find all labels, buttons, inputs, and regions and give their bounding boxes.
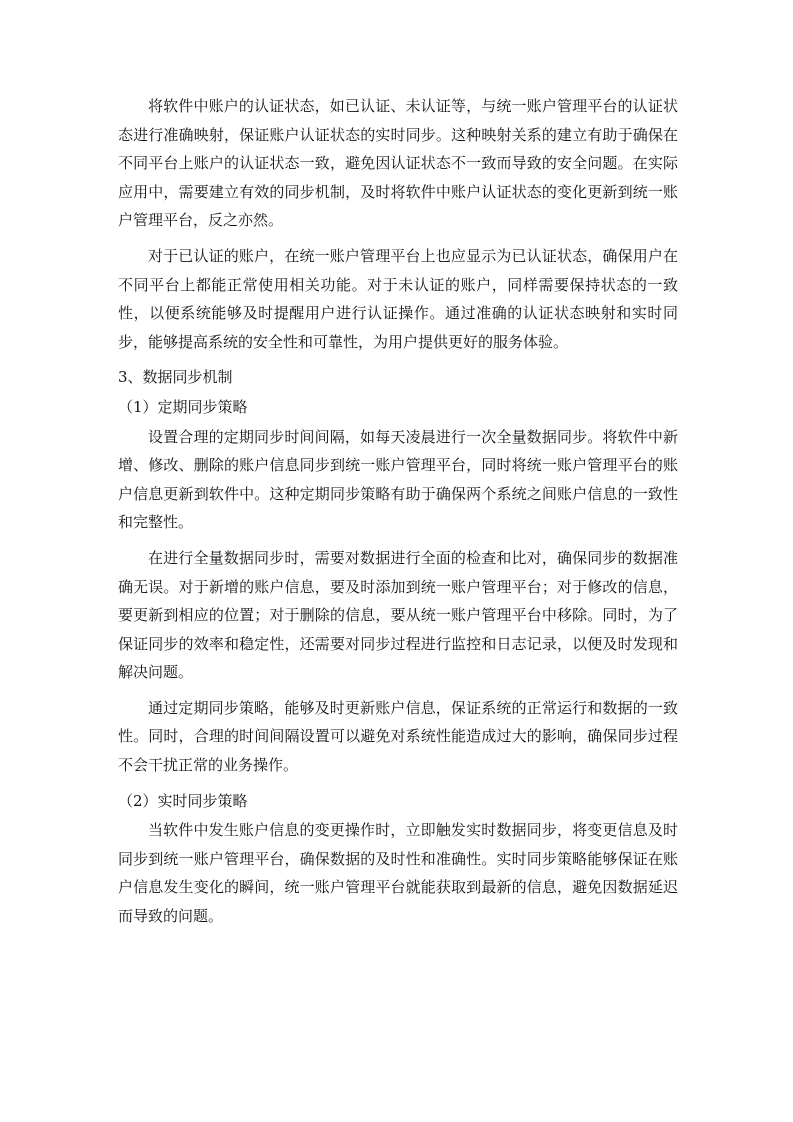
paragraph-auth-state-mapping: 将软件中账户的认证状态，如已认证、未认证等，与统一账户管理平台的认证状态进行准确映射，保证账户认证状态的实时同步。这种映射关系的建立有助于确保在不同平台上账户的认证状态一致，避免因认证状态不一致而导致的安全问题。在实际应用中，需要建立有效的同步机制，及时将软件中账户认证状态的变化更新到统一账户管理平台，反之亦然。 — [118, 97, 678, 230]
paragraph-realtime-sync: 当软件中发生账户信息的变更操作时，立即触发实时数据同步，将变更信息及时同步到统一账户管理平台，确保数据的及时性和准确性。实时同步策略能够保证在账户信息发生变化的瞬间，统一账户管理平台就能获取到最新的信息，避免因数据延迟而导致的问题。 — [118, 821, 678, 926]
paragraph-periodic-sync-benefits: 通过定期同步策略，能够及时更新账户信息，保证系统的正常运行和数据的一致性。同时，合理的时间间隔设置可以避免对系统性能造成过大的影响，确保同步过程不会干扰正常的业务操作。 — [118, 698, 678, 775]
section-heading-data-sync: 3、数据同步机制 — [118, 368, 233, 387]
subsection-heading-periodic-sync: （1）定期同步策略 — [118, 397, 248, 416]
subsection-heading-realtime-sync: （2）实时同步策略 — [118, 791, 248, 810]
paragraph-full-sync-check: 在进行全量数据同步时，需要对数据进行全面的检查和比对，确保同步的数据准确无误。对于新增的账户信息，要及时添加到统一账户管理平台；对于修改的信息，要更新到相应的位置；对于删除的信息，要从统一账户管理平台中移除。同时，为了保证同步的效率和稳定性，还需要对同步过程进行监控和日志记录，以便及时发现和解决问题。 — [118, 548, 678, 682]
paragraph-periodic-sync-interval: 设置合理的定期同步时间间隔，如每天凌晨进行一次全量数据同步。将软件中新增、修改、删除的账户信息同步到统一账户管理平台，同时将统一账户管理平台的账户信息更新到软件中。这种定期同步策略有助于确保两个系统之间账户信息的一致性和完整性。 — [118, 427, 678, 532]
document-page — [118, 92, 678, 938]
paragraph-authenticated-accounts: 对于已认证的账户，在统一账户管理平台上也应显示为已认证状态，确保用户在不同平台上都能正常使用相关功能。对于未认证的账户，同样需要保持状态的一致性，以便系统能够及时提醒用户进行认证操作。通过准确的认证状态映射和实时同步，能够提高系统的安全性和可靠性，为用户提供更好的服务体验。 — [118, 246, 678, 351]
